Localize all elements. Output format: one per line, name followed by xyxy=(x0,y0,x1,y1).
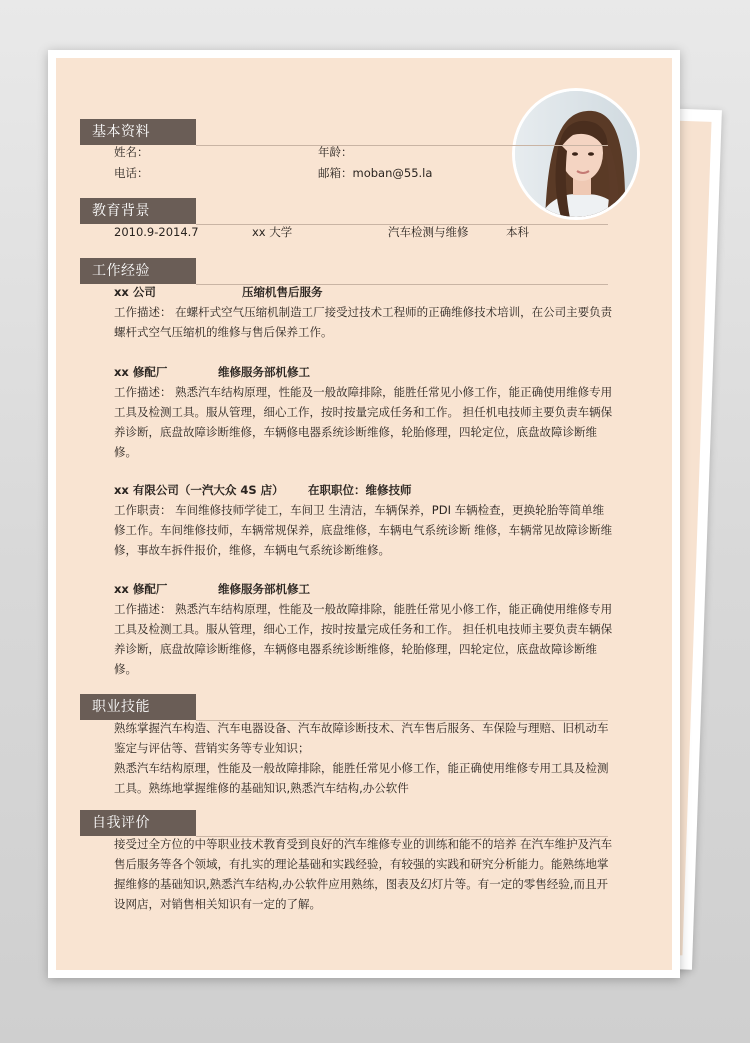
phone-label: 电话： xyxy=(114,166,149,180)
section-divider xyxy=(196,145,608,146)
education-school: xx 大学 xyxy=(252,225,293,239)
job-company: xx 有限公司（一汽大众 4S 店） xyxy=(114,483,284,497)
resume-paper xyxy=(56,58,672,970)
job-description: 工作描述： 熟悉汽车结构原理，性能及一般故障排除，能胜任常见小修工作，能正确使用维修专用工具及检测工具。服从管理，细心工作，按时按量完成任务和工作。 担任机电技师主要负责车辆保养诊断，底盘故障诊断维修，车辆修电器系统诊断维修，轮胎修理，四轮定位，底盘故障诊断维修。 xyxy=(114,385,613,459)
education-period: 2010.9-2014.7 xyxy=(114,225,199,239)
education-major: 汽车检测与维修 xyxy=(388,225,469,239)
job-title: 维修服务部机修工 xyxy=(218,582,310,596)
section-heading-self: 自我评价 xyxy=(80,810,196,836)
job-description: 工作描述： 在螺杆式空气压缩机制造工厂接受过技术工程师的正确维修技术培训，在公司主要负责螺杆式空气压缩机的维修与售后保养工作。 xyxy=(114,305,613,339)
email-field xyxy=(318,163,432,183)
section-heading-basic: 基本资料 xyxy=(80,119,196,145)
section-heading-skills: 职业技能 xyxy=(80,694,196,720)
job-description: 工作描述： 熟悉汽车结构原理，性能及一般故障排除，能胜任常见小修工作，能正确使用维修专用工具及检测工具。服从管理，细心工作，按时按量完成任务和工作。 担任机电技师主要负责车辆保养诊断，底盘故障诊断维修，车辆修电器系统诊断维修，轮胎修理，四轮定位，底盘故障诊断维修。 xyxy=(114,602,613,676)
self-evaluation-text: 接受过全方位的中等职业技术教育受到良好的汽车维修专业的训练和能不的培养 在汽车维护及汽车售后服务等各个领域，有扎实的理论基础和实践经验，有较强的实践和研究分析能力。能熟练地掌握维修的基础知识,熟悉汽车结构,办公软件应用熟练，图表及幻灯片等。有一定的零售经验,而且开设网店，对销售相关知识有一定的了解。 xyxy=(114,837,613,911)
section-heading-work: 工作经验 xyxy=(80,258,196,284)
profile-photo-image xyxy=(515,91,640,220)
job-title: 在职职位：维修技师 xyxy=(308,483,412,497)
job-company: xx 修配厂 xyxy=(114,582,168,596)
email-label: 邮箱： xyxy=(318,166,353,180)
skills-line: 熟悉汽车结构原理，性能及一般故障排除，能胜任常见小修工作，能正确使用维修专用工具及检测工具。熟练地掌握维修的基础知识,熟悉汽车结构,办公软件 xyxy=(114,761,609,795)
name-label: 姓名： xyxy=(114,145,149,159)
job-title: 压缩机售后服务 xyxy=(242,285,323,299)
job-description: 工作职责： 车间维修技师学徒工，车间卫 生清洁，车辆保养，PDI 车辆检查，更换轮胎等简单维修工作。车间维修技师，车辆常规保养，底盘维修，车辆电气系统诊断 维修，车辆常见故障诊断维修，事故车拆件报价，维修，车辆电气系统诊断维修。 xyxy=(114,503,613,557)
skills-line: 熟练掌握汽车构造、汽车电器设备、汽车故障诊断技术、汽车售后服务、车保险与理赔、旧机动车鉴定与评估等、营销实务等专业知识； xyxy=(114,721,609,755)
age-label: 年龄： xyxy=(318,145,353,159)
job-company: xx 公司 xyxy=(114,285,156,299)
section-heading-education: 教育背景 xyxy=(80,198,196,224)
profile-photo xyxy=(512,88,640,220)
email-value: moban@55.la xyxy=(352,166,433,180)
resume-sheet xyxy=(48,50,680,978)
job-title: 维修服务部机修工 xyxy=(218,365,310,379)
education-degree: 本科 xyxy=(506,225,529,239)
job-company: xx 修配厂 xyxy=(114,365,168,379)
